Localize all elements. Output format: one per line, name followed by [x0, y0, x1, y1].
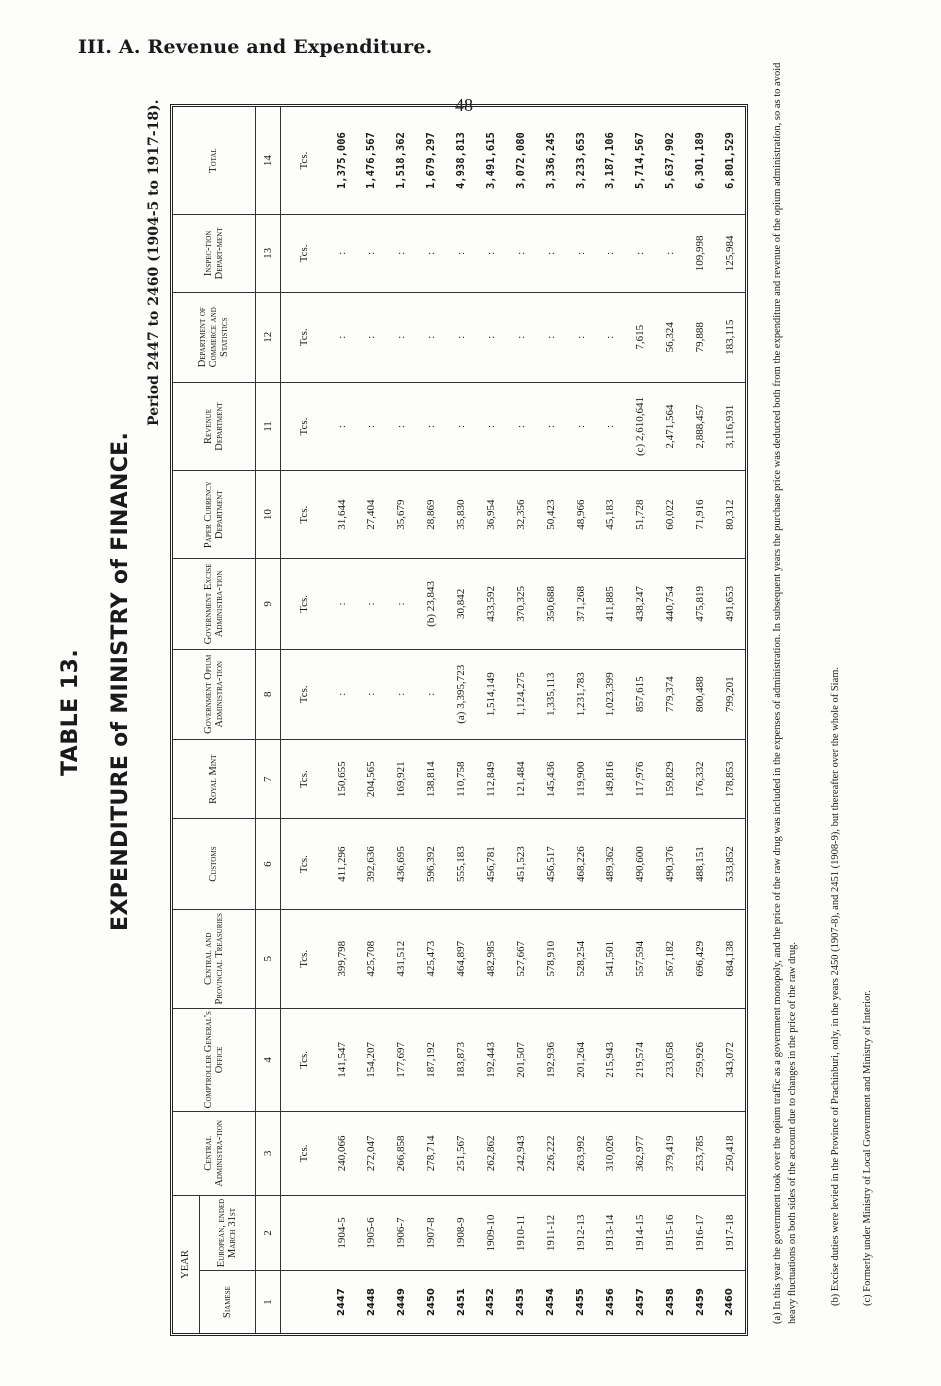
table-cell: 187,192: [416, 1008, 446, 1111]
column-number: 2: [255, 1195, 281, 1270]
expenditure-table: [173, 107, 745, 1333]
table-cell: 431,512: [386, 909, 416, 1008]
column-number: 3: [255, 1111, 281, 1195]
footnote-c: (c) Formerly under Ministry of Local Government and Ministry of Interior.: [862, 990, 873, 1306]
table-cell: 263,992: [566, 1111, 596, 1195]
table-cell: 177,697: [386, 1008, 416, 1111]
table-row: [625, 107, 655, 1333]
table-cell: 696,429: [685, 909, 715, 1008]
siamese-year-cell: 2453: [515, 1288, 527, 1316]
unit-cell: Tcs.: [281, 1111, 327, 1195]
table-cell: 27,404: [356, 471, 386, 559]
siamese-year-cell: 2450: [425, 1288, 437, 1316]
table-cell: :: [476, 382, 506, 470]
total-cell: 6,301,189: [685, 107, 715, 215]
table-cell: 183,873: [446, 1008, 476, 1111]
table-cell: 1,335,113: [536, 649, 566, 739]
european-year-cell: 1905-6: [356, 1195, 386, 1270]
table-cell: :: [416, 292, 446, 382]
table-cell: 109,998: [685, 215, 715, 292]
table-cell: 1,231,783: [566, 649, 596, 739]
header-col-6: Customs: [173, 819, 255, 909]
table-cell: 278,714: [416, 1111, 446, 1195]
table-cell: 28,869: [416, 471, 446, 559]
siamese-year-cell: 2459: [694, 1288, 706, 1316]
table-cell: 399,798: [327, 909, 357, 1008]
header-col-7: Royal Mint: [173, 739, 255, 819]
column-number: 11: [255, 382, 281, 470]
european-year-cell: 1907-8: [416, 1195, 446, 1270]
table-cell: 2,888,457: [685, 382, 715, 470]
header-col-9: Government Excise Administra-tion: [173, 559, 255, 649]
table-cell: :: [506, 292, 536, 382]
column-number: 7: [255, 739, 281, 819]
table-cell: 149,816: [595, 739, 625, 819]
table-cell: :: [566, 382, 596, 470]
table-cell: 159,829: [655, 739, 685, 819]
siamese-year-cell: 2447: [336, 1288, 348, 1316]
table-cell: :: [386, 215, 416, 292]
column-number: 14: [255, 107, 281, 215]
table-cell: 150,655: [327, 739, 357, 819]
table-cell: 2,471,564: [655, 382, 685, 470]
table-cell: 541,501: [595, 909, 625, 1008]
table-cell: :: [356, 649, 386, 739]
total-cell: 3,233,653: [566, 107, 596, 215]
table-cell: 119,900: [566, 739, 596, 819]
table-cell: 219,574: [625, 1008, 655, 1111]
year-group-header: YEAR: [173, 1195, 199, 1333]
table-cell: :: [536, 382, 566, 470]
table-cell: 215,943: [595, 1008, 625, 1111]
table-cell: 527,667: [506, 909, 536, 1008]
table-cell: 528,254: [566, 909, 596, 1008]
table-row: [655, 107, 685, 1333]
column-number: 5: [255, 909, 281, 1008]
unit-cell: Tcs.: [281, 559, 327, 649]
table-row: [595, 107, 625, 1333]
table-cell: 125,984: [715, 215, 745, 292]
european-year-cell: 1909-10: [476, 1195, 506, 1270]
table-cell: 226,222: [536, 1111, 566, 1195]
table-cell: 596,392: [416, 819, 446, 909]
table-cell: :: [655, 215, 685, 292]
header-col-1: Siamese: [199, 1271, 255, 1333]
table-cell: 50,423: [536, 471, 566, 559]
table-cell: :: [386, 649, 416, 739]
table-cell: :: [386, 382, 416, 470]
table-cell: (a) 3,395,723: [446, 649, 476, 739]
total-cell: 3,072,080: [506, 107, 536, 215]
column-number: 13: [255, 215, 281, 292]
table-cell: 533,852: [715, 819, 745, 909]
table-row: [416, 107, 446, 1333]
table-cell: 141,547: [327, 1008, 357, 1111]
table-cell: :: [356, 559, 386, 649]
total-cell: 5,714,567: [625, 107, 655, 215]
table-cell: 138,814: [416, 739, 446, 819]
table-cell: :: [356, 292, 386, 382]
table-cell: :: [595, 382, 625, 470]
table-cell: 857,615: [625, 649, 655, 739]
header-col-12: Department of Commerce and Statistics: [173, 292, 255, 382]
siamese-year-cell: 2458: [664, 1288, 676, 1316]
table-cell: 266,858: [386, 1111, 416, 1195]
table-cell: 490,376: [655, 819, 685, 909]
column-number: 10: [255, 471, 281, 559]
table-row: [536, 107, 566, 1333]
table-cell: 370,325: [506, 559, 536, 649]
european-year-cell: 1916-17: [685, 1195, 715, 1270]
table-cell: 800,488: [685, 649, 715, 739]
european-year-cell: 1917-18: [715, 1195, 745, 1270]
unit-cell: [281, 1271, 327, 1333]
table-cell: 201,264: [566, 1008, 596, 1111]
table-cell: 242,943: [506, 1111, 536, 1195]
table-cell: 240,066: [327, 1111, 357, 1195]
header-col-3: Central Administra-tion: [173, 1111, 255, 1195]
table-cell: :: [327, 382, 357, 470]
total-cell: 4,938,813: [446, 107, 476, 215]
european-year-cell: 1908-9: [446, 1195, 476, 1270]
table-cell: 60,022: [655, 471, 685, 559]
unit-cell: Tcs.: [281, 382, 327, 470]
unit-cell: Tcs.: [281, 819, 327, 909]
total-cell: 1,679,297: [416, 107, 446, 215]
european-year-cell: 1913-14: [595, 1195, 625, 1270]
table-cell: 80,312: [715, 471, 745, 559]
unit-cell: Tcs.: [281, 1008, 327, 1111]
table-cell: 35,679: [386, 471, 416, 559]
header-col-2: European, ended March 31st: [199, 1195, 255, 1270]
table-cell: 192,443: [476, 1008, 506, 1111]
siamese-year-cell: 2455: [575, 1288, 587, 1316]
table-cell: :: [416, 215, 446, 292]
page-number: 48: [455, 95, 473, 115]
table-cell: 425,473: [416, 909, 446, 1008]
table-cell: :: [595, 292, 625, 382]
table-cell: 1,023,399: [595, 649, 625, 739]
table-cell: :: [327, 215, 357, 292]
table-cell: :: [446, 382, 476, 470]
table-cell: 71,916: [685, 471, 715, 559]
table-cell: 192,936: [536, 1008, 566, 1111]
table-cell: 259,926: [685, 1008, 715, 1111]
table-cell: 684,138: [715, 909, 745, 1008]
table-cell: :: [356, 215, 386, 292]
column-number: 12: [255, 292, 281, 382]
table-cell: 491,653: [715, 559, 745, 649]
table-cell: :: [386, 292, 416, 382]
total-cell: 3,491,615: [476, 107, 506, 215]
header-col-5: Central and Provincial Treasuries: [173, 909, 255, 1008]
table-cell: 154,207: [356, 1008, 386, 1111]
table-cell: 411,885: [595, 559, 625, 649]
table-cell: 343,072: [715, 1008, 745, 1111]
unit-cell: Tcs.: [281, 471, 327, 559]
table-cell: 779,374: [655, 649, 685, 739]
total-cell: 5,637,902: [655, 107, 685, 215]
table-cell: 555,183: [446, 819, 476, 909]
table-cell: :: [416, 382, 446, 470]
siamese-year-cell: 2452: [485, 1288, 497, 1316]
siamese-year-cell: 2451: [455, 1288, 467, 1316]
table-cell: :: [566, 215, 596, 292]
table-cell: 411,296: [327, 819, 357, 909]
table-cell: 112,849: [476, 739, 506, 819]
siamese-year-cell: 2456: [604, 1288, 616, 1316]
header-col-4: Comptroller General's Office: [173, 1008, 255, 1111]
siamese-year-cell: 2460: [724, 1288, 736, 1316]
table-cell: :: [476, 292, 506, 382]
european-year-cell: 1911-12: [536, 1195, 566, 1270]
header-col-13: Inspec-tion Depart-ment: [173, 215, 255, 292]
table-cell: :: [327, 649, 357, 739]
european-year-cell: 1910-11: [506, 1195, 536, 1270]
table-cell: 475,819: [685, 559, 715, 649]
total-cell: 1,476,567: [356, 107, 386, 215]
table-cell: :: [506, 215, 536, 292]
table-cell: 438,247: [625, 559, 655, 649]
table-label: TABLE 13.: [58, 648, 83, 776]
expenditure-table-frame: [170, 104, 748, 1336]
table-cell: 451,523: [506, 819, 536, 909]
table-cell: 567,182: [655, 909, 685, 1008]
table-row: [566, 107, 596, 1333]
section-title: III. A. Revenue and Expenditure.: [78, 36, 433, 58]
column-number: 9: [255, 559, 281, 649]
table-row: [506, 107, 536, 1333]
table-cell: 251,567: [446, 1111, 476, 1195]
table-cell: 204,565: [356, 739, 386, 819]
table-cell: 250,418: [715, 1111, 745, 1195]
period-caption: Period 2447 to 2460 (1904-5 to 1917-18).: [146, 99, 162, 426]
table-cell: 468,226: [566, 819, 596, 909]
table-row: [327, 107, 357, 1333]
unit-cell: Tcs.: [281, 909, 327, 1008]
table-cell: :: [446, 215, 476, 292]
column-number: 6: [255, 819, 281, 909]
column-number: 4: [255, 1008, 281, 1111]
table-cell: 490,600: [625, 819, 655, 909]
total-cell: 6,801,529: [715, 107, 745, 215]
table-cell: 272,047: [356, 1111, 386, 1195]
table-cell: 176,332: [685, 739, 715, 819]
table-cell: 557,594: [625, 909, 655, 1008]
table-cell: :: [327, 559, 357, 649]
table-cell: 436,695: [386, 819, 416, 909]
table-cell: 578,910: [536, 909, 566, 1008]
table-cell: (b) 23,843: [416, 559, 446, 649]
table-cell: :: [506, 382, 536, 470]
european-year-cell: 1912-13: [566, 1195, 596, 1270]
header-col-14: Total: [173, 107, 255, 215]
unit-cell: [281, 1195, 327, 1270]
table-cell: 169,921: [386, 739, 416, 819]
column-number-row: [255, 107, 281, 1333]
total-cell: 3,187,106: [595, 107, 625, 215]
table-row: [476, 107, 506, 1333]
table-cell: 32,356: [506, 471, 536, 559]
siamese-year-cell: 2449: [395, 1288, 407, 1316]
unit-cell: Tcs.: [281, 649, 327, 739]
table-cell: 48,966: [566, 471, 596, 559]
table-cell: 440,754: [655, 559, 685, 649]
table-cell: 425,708: [356, 909, 386, 1008]
table-row: [386, 107, 416, 1333]
total-cell: 1,375,006: [327, 107, 357, 215]
table-cell: 51,728: [625, 471, 655, 559]
table-cell: 253,785: [685, 1111, 715, 1195]
table-cell: 233,058: [655, 1008, 685, 1111]
siamese-year-cell: 2448: [365, 1288, 377, 1316]
table-cell: 464,897: [446, 909, 476, 1008]
table-cell: 1,514,149: [476, 649, 506, 739]
table-cell: 31,644: [327, 471, 357, 559]
table-cell: 350,688: [536, 559, 566, 649]
table-cell: 35,830: [446, 471, 476, 559]
header-col-10: Paper Currency Department: [173, 471, 255, 559]
siamese-year-cell: 2454: [545, 1288, 557, 1316]
table-cell: 456,517: [536, 819, 566, 909]
footnote-a: (a) In this year the government took over the opium traffic as a government monopoly, and the price of the raw drug was included in the expenses of administration. In subsequent years the purchase price was deducted both from the expenditure and revenue of the opium administration, so as to avoid heavy fluctuations on both sides of the account due to changes in the price of the raw drug.: [772, 62, 798, 1324]
table-cell: 1,124,275: [506, 649, 536, 739]
european-year-cell: 1904-5: [327, 1195, 357, 1270]
table-cell: 362,977: [625, 1111, 655, 1195]
table-cell: :: [386, 559, 416, 649]
table-cell: 371,268: [566, 559, 596, 649]
table-row: [715, 107, 745, 1333]
table-cell: 145,436: [536, 739, 566, 819]
table-cell: 488,151: [685, 819, 715, 909]
european-year-cell: 1906-7: [386, 1195, 416, 1270]
table-cell: :: [476, 215, 506, 292]
table-cell: 392,636: [356, 819, 386, 909]
table-cell: 56,324: [655, 292, 685, 382]
table-cell: 45,183: [595, 471, 625, 559]
table-row: [356, 107, 386, 1333]
table-cell: 178,853: [715, 739, 745, 819]
table-cell: :: [356, 382, 386, 470]
table-cell: :: [416, 649, 446, 739]
european-year-cell: 1914-15: [625, 1195, 655, 1270]
table-cell: 121,484: [506, 739, 536, 819]
units-row: [281, 107, 327, 1333]
table-cell: (c) 2,610,641: [625, 382, 655, 470]
column-number: 8: [255, 649, 281, 739]
table-cell: 117,976: [625, 739, 655, 819]
table-cell: 183,115: [715, 292, 745, 382]
header-col-11: Revenue Department: [173, 382, 255, 470]
total-cell: 3,336,245: [536, 107, 566, 215]
table-cell: 3,116,931: [715, 382, 745, 470]
table-cell: 110,758: [446, 739, 476, 819]
footnote-b: (b) Excise duties were levied in the Province of Prachinburi, only, in the years 2450 (1907-8), and 2451 (1908-9), but thereafter over the whole of Siam.: [830, 666, 841, 1306]
total-cell: 1,518,362: [386, 107, 416, 215]
table-cell: :: [566, 292, 596, 382]
table-cell: 7,615: [625, 292, 655, 382]
table-cell: 456,781: [476, 819, 506, 909]
table-cell: 262,862: [476, 1111, 506, 1195]
table-cell: 433,592: [476, 559, 506, 649]
table-cell: 379,419: [655, 1111, 685, 1195]
table-cell: :: [446, 292, 476, 382]
table-cell: 310,026: [595, 1111, 625, 1195]
table-cell: 30,842: [446, 559, 476, 649]
siamese-year-cell: 2457: [634, 1288, 646, 1316]
table-cell: 79,888: [685, 292, 715, 382]
table-title: EXPENDITURE of MINISTRY of FINANCE.: [108, 431, 133, 931]
header-col-8: Government Opium Administra-tion: [173, 649, 255, 739]
table-cell: 482,985: [476, 909, 506, 1008]
table-cell: :: [625, 215, 655, 292]
table-cell: 489,362: [595, 819, 625, 909]
table-cell: :: [327, 292, 357, 382]
column-number: 1: [255, 1271, 281, 1333]
european-year-cell: 1915-16: [655, 1195, 685, 1270]
table-cell: :: [536, 215, 566, 292]
table-row: [685, 107, 715, 1333]
unit-cell: Tcs.: [281, 107, 327, 215]
unit-cell: Tcs.: [281, 215, 327, 292]
table-cell: 201,507: [506, 1008, 536, 1111]
table-row: [446, 107, 476, 1333]
table-cell: 36,954: [476, 471, 506, 559]
table-cell: :: [595, 215, 625, 292]
unit-cell: Tcs.: [281, 739, 327, 819]
table-cell: :: [536, 292, 566, 382]
table-cell: 799,201: [715, 649, 745, 739]
unit-cell: Tcs.: [281, 292, 327, 382]
